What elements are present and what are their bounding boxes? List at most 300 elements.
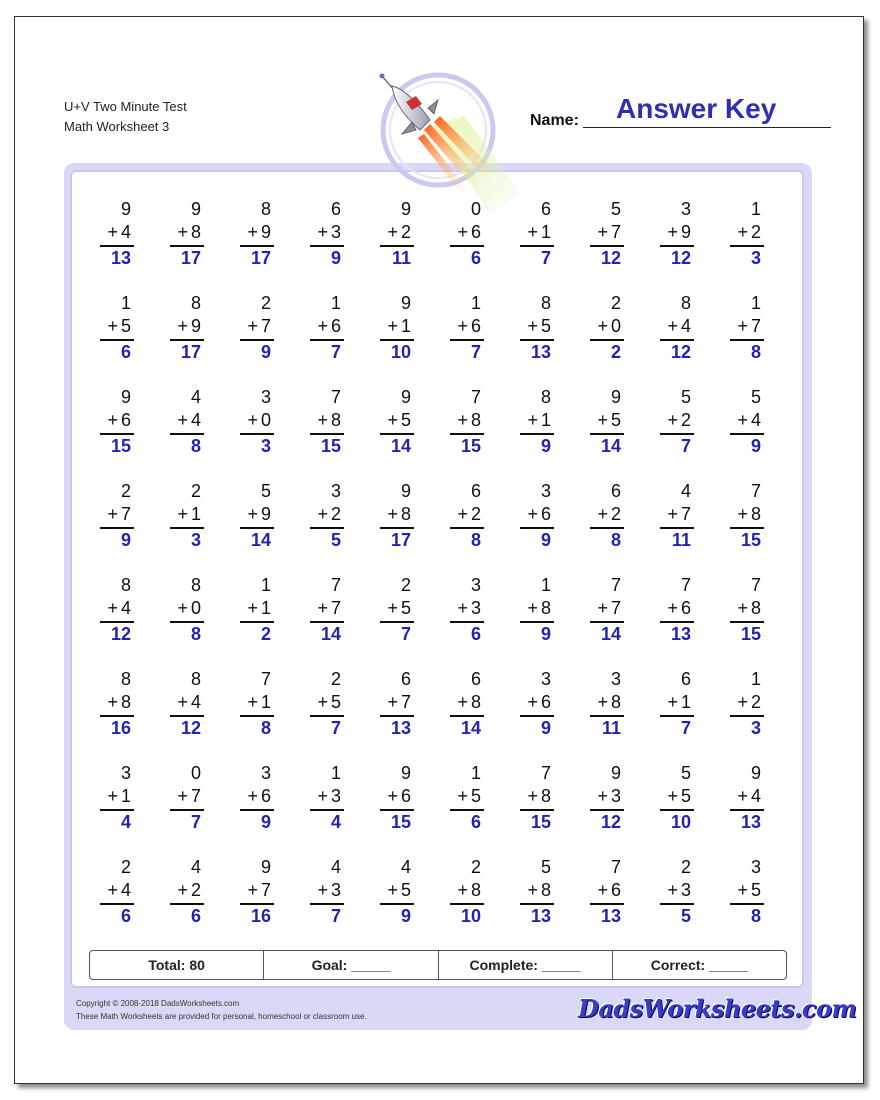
problem-answer: 9 <box>260 342 271 362</box>
problem-bottom-number: 7 <box>260 316 271 336</box>
plus-operator: + <box>597 692 608 712</box>
problem-answer: 2 <box>610 342 621 362</box>
plus-operator: + <box>387 880 398 900</box>
problem-item <box>362 290 432 384</box>
problem-item <box>82 854 152 948</box>
worksheet-title <box>64 97 187 137</box>
problem-bottom-number: 4 <box>190 410 201 430</box>
problem-answer: 10 <box>460 906 481 926</box>
problem-answer: 9 <box>120 530 131 550</box>
problem-item <box>712 290 782 384</box>
problem-item <box>432 760 502 854</box>
problem-bottom-number: 3 <box>680 880 691 900</box>
plus-operator: + <box>247 410 258 430</box>
problem-item <box>292 290 362 384</box>
problem-item <box>222 572 292 666</box>
problem-item <box>572 384 642 478</box>
plus-operator: + <box>667 786 678 806</box>
problem-top-number: 4 <box>400 857 411 877</box>
problem-item <box>222 478 292 572</box>
problem-bottom-number: 2 <box>470 504 481 524</box>
problem-top-number: 0 <box>190 763 201 783</box>
problem-answer: 6 <box>470 248 481 268</box>
plus-operator: + <box>177 504 188 524</box>
problem-answer: 17 <box>250 248 271 268</box>
problem-top-number: 8 <box>260 199 271 219</box>
problem-item <box>642 760 712 854</box>
problem-item <box>642 854 712 948</box>
problem-answer: 14 <box>600 624 621 644</box>
plus-operator: + <box>457 786 468 806</box>
problem-answer: 12 <box>600 812 621 832</box>
problem-answer: 4 <box>330 812 341 832</box>
plus-operator: + <box>527 222 538 242</box>
problem-top-number: 6 <box>400 669 411 689</box>
plus-operator: + <box>667 692 678 712</box>
problem-bottom-number: 9 <box>260 222 271 242</box>
plus-operator: + <box>737 880 748 900</box>
problem-top-number: 2 <box>680 857 691 877</box>
problem-item <box>712 666 782 760</box>
title-line-2: Math Worksheet 3 <box>64 119 170 134</box>
problem-top-number: 9 <box>610 387 621 407</box>
problem-answer: 12 <box>180 718 201 738</box>
problem-answer: 8 <box>470 530 481 550</box>
problem-bottom-number: 6 <box>400 786 411 806</box>
problem-answer: 5 <box>680 906 691 926</box>
problem-bottom-number: 4 <box>120 880 131 900</box>
problem-bottom-number: 8 <box>540 880 551 900</box>
plus-operator: + <box>317 504 328 524</box>
plus-operator: + <box>527 880 538 900</box>
problem-answer: 10 <box>670 812 691 832</box>
problem-bottom-number: 1 <box>260 692 271 712</box>
problem-item <box>572 760 642 854</box>
plus-operator: + <box>317 598 328 618</box>
problem-bottom-number: 3 <box>330 222 341 242</box>
problem-item <box>82 196 152 290</box>
problem-top-number: 1 <box>750 199 761 219</box>
name-label: Name: <box>530 112 579 129</box>
problem-top-number: 9 <box>120 387 131 407</box>
problem-top-number: 3 <box>750 857 761 877</box>
problem-bottom-number: 4 <box>680 316 691 336</box>
problem-top-number: 7 <box>750 575 761 595</box>
problem-bottom-number: 1 <box>120 786 131 806</box>
problem-bottom-number: 5 <box>400 880 411 900</box>
problem-bottom-number: 5 <box>470 786 481 806</box>
problem-bottom-number: 2 <box>750 222 761 242</box>
total-cell: Total: 80 <box>90 951 264 979</box>
plus-operator: + <box>597 410 608 430</box>
problem-answer: 6 <box>470 812 481 832</box>
problem-bottom-number: 4 <box>120 598 131 618</box>
problem-item <box>432 196 502 290</box>
problem-top-number: 0 <box>470 199 481 219</box>
problem-answer: 15 <box>530 812 551 832</box>
problem-item <box>82 572 152 666</box>
problem-answer: 14 <box>320 624 341 644</box>
problem-bottom-number: 8 <box>750 598 761 618</box>
problem-answer: 16 <box>110 718 131 738</box>
problem-item <box>222 760 292 854</box>
problem-top-number: 3 <box>610 669 621 689</box>
problem-top-number: 2 <box>470 857 481 877</box>
problem-bottom-number: 7 <box>680 504 691 524</box>
problem-answer: 6 <box>190 906 201 926</box>
problem-answer: 2 <box>260 624 271 644</box>
problem-answer: 9 <box>540 530 551 550</box>
name-field-line[interactable] <box>583 127 831 128</box>
problem-top-number: 9 <box>750 763 761 783</box>
problem-answer: 9 <box>330 248 341 268</box>
problem-item <box>432 478 502 572</box>
problem-bottom-number: 8 <box>470 880 481 900</box>
problem-item <box>82 384 152 478</box>
plus-operator: + <box>527 692 538 712</box>
plus-operator: + <box>177 316 188 336</box>
problem-top-number: 3 <box>540 481 551 501</box>
problem-bottom-number: 9 <box>190 316 201 336</box>
problem-answer: 12 <box>670 342 691 362</box>
problem-bottom-number: 8 <box>120 692 131 712</box>
problem-item <box>502 290 572 384</box>
problem-top-number: 6 <box>680 669 691 689</box>
problem-top-number: 2 <box>330 669 341 689</box>
plus-operator: + <box>107 692 118 712</box>
problem-bottom-number: 6 <box>470 316 481 336</box>
problem-top-number: 1 <box>470 763 481 783</box>
problem-answer: 15 <box>740 624 761 644</box>
problem-bottom-number: 8 <box>470 410 481 430</box>
plus-operator: + <box>247 222 258 242</box>
problem-top-number: 2 <box>120 481 131 501</box>
problem-answer: 7 <box>330 342 341 362</box>
plus-operator: + <box>247 598 258 618</box>
problem-top-number: 1 <box>750 669 761 689</box>
problem-bottom-number: 7 <box>610 598 621 618</box>
problem-item <box>502 760 572 854</box>
problem-item <box>712 760 782 854</box>
plus-operator: + <box>247 880 258 900</box>
plus-operator: + <box>107 316 118 336</box>
problem-top-number: 5 <box>680 763 691 783</box>
plus-operator: + <box>317 410 328 430</box>
problem-item <box>292 478 362 572</box>
problem-top-number: 6 <box>470 669 481 689</box>
plus-operator: + <box>387 222 398 242</box>
brand-logo[interactable]: DadsWorksheets.com <box>578 994 857 1023</box>
plus-operator: + <box>457 880 468 900</box>
problem-bottom-number: 1 <box>540 410 551 430</box>
plus-operator: + <box>107 222 118 242</box>
problem-item <box>432 666 502 760</box>
problem-top-number: 1 <box>470 293 481 313</box>
problem-top-number: 9 <box>400 293 411 313</box>
plus-operator: + <box>317 880 328 900</box>
problem-bottom-number: 6 <box>540 692 551 712</box>
problem-bottom-number: 8 <box>750 504 761 524</box>
problem-top-number: 9 <box>400 481 411 501</box>
problem-bottom-number: 1 <box>680 692 691 712</box>
plus-operator: + <box>597 786 608 806</box>
plus-operator: + <box>667 410 678 430</box>
problem-bottom-number: 7 <box>260 880 271 900</box>
correct-cell[interactable]: Correct: _____ <box>650 957 749 973</box>
problem-answer: 6 <box>120 342 131 362</box>
problem-answer: 13 <box>670 624 691 644</box>
problem-item <box>502 572 572 666</box>
problem-answer: 6 <box>120 906 131 926</box>
problem-answer: 7 <box>470 342 481 362</box>
problem-bottom-number: 5 <box>750 880 761 900</box>
plus-operator: + <box>527 504 538 524</box>
problem-answer: 9 <box>750 436 761 456</box>
problem-item <box>572 572 642 666</box>
problem-answer: 17 <box>180 342 201 362</box>
problem-answer: 7 <box>330 718 341 738</box>
problem-top-number: 7 <box>470 387 481 407</box>
problem-answer: 14 <box>460 718 481 738</box>
plus-operator: + <box>317 316 328 336</box>
problem-bottom-number: 2 <box>610 504 621 524</box>
plus-operator: + <box>457 692 468 712</box>
problem-item <box>642 478 712 572</box>
plus-operator: + <box>107 786 118 806</box>
problem-answer: 13 <box>390 718 411 738</box>
problem-top-number: 8 <box>190 669 201 689</box>
problem-answer: 13 <box>530 342 551 362</box>
problem-bottom-number: 3 <box>330 786 341 806</box>
problem-item <box>82 290 152 384</box>
problem-item <box>292 666 362 760</box>
problem-top-number: 2 <box>190 481 201 501</box>
plus-operator: + <box>247 786 258 806</box>
plus-operator: + <box>107 410 118 430</box>
problem-answer: 14 <box>600 436 621 456</box>
problem-item <box>502 384 572 478</box>
problem-top-number: 7 <box>330 575 341 595</box>
problem-answer: 15 <box>390 812 411 832</box>
plus-operator: + <box>387 316 398 336</box>
problem-top-number: 2 <box>120 857 131 877</box>
problem-bottom-number: 6 <box>610 880 621 900</box>
problem-top-number: 1 <box>330 763 341 783</box>
plus-operator: + <box>457 222 468 242</box>
problem-bottom-number: 8 <box>400 504 411 524</box>
plus-operator: + <box>737 222 748 242</box>
problem-bottom-number: 9 <box>680 222 691 242</box>
problem-item <box>362 666 432 760</box>
problem-item <box>712 196 782 290</box>
plus-operator: + <box>527 598 538 618</box>
plus-operator: + <box>177 880 188 900</box>
title-line-1: U+V Two Minute Test <box>64 99 187 114</box>
problem-item <box>292 196 362 290</box>
problem-bottom-number: 7 <box>120 504 131 524</box>
plus-operator: + <box>317 222 328 242</box>
plus-operator: + <box>177 410 188 430</box>
problem-answer: 7 <box>400 624 411 644</box>
plus-operator: + <box>247 692 258 712</box>
plus-operator: + <box>177 786 188 806</box>
problem-top-number: 2 <box>260 293 271 313</box>
plus-operator: + <box>597 880 608 900</box>
problem-item <box>222 666 292 760</box>
plus-operator: + <box>387 692 398 712</box>
plus-operator: + <box>387 410 398 430</box>
plus-operator: + <box>597 316 608 336</box>
plus-operator: + <box>457 410 468 430</box>
problem-item <box>642 666 712 760</box>
problem-answer: 6 <box>470 624 481 644</box>
plus-operator: + <box>177 222 188 242</box>
problem-top-number: 7 <box>750 481 761 501</box>
problem-answer: 3 <box>750 248 761 268</box>
problem-top-number: 3 <box>470 575 481 595</box>
problem-item <box>152 290 222 384</box>
problem-answer: 15 <box>460 436 481 456</box>
plus-operator: + <box>737 692 748 712</box>
problem-item <box>292 854 362 948</box>
plus-operator: + <box>387 786 398 806</box>
problem-answer: 7 <box>680 436 691 456</box>
plus-operator: + <box>737 598 748 618</box>
problem-answer: 16 <box>250 906 271 926</box>
problem-item <box>152 760 222 854</box>
plus-operator: + <box>667 222 678 242</box>
problem-answer: 15 <box>740 530 761 550</box>
problem-top-number: 4 <box>190 387 201 407</box>
problem-bottom-number: 6 <box>540 504 551 524</box>
problem-bottom-number: 1 <box>260 598 271 618</box>
complete-cell[interactable]: Complete: _____ <box>439 951 613 979</box>
problem-bottom-number: 7 <box>610 222 621 242</box>
plus-operator: + <box>667 316 678 336</box>
problem-item <box>572 666 642 760</box>
problem-bottom-number: 2 <box>400 222 411 242</box>
problem-top-number: 4 <box>330 857 341 877</box>
problem-top-number: 9 <box>120 199 131 219</box>
problem-top-number: 2 <box>400 575 411 595</box>
problem-item <box>222 384 292 478</box>
problem-bottom-number: 2 <box>750 692 761 712</box>
score-table <box>89 950 787 980</box>
problem-bottom-number: 4 <box>120 222 131 242</box>
problem-bottom-number: 4 <box>750 410 761 430</box>
problem-top-number: 8 <box>120 575 131 595</box>
problem-answer: 10 <box>390 342 411 362</box>
problem-top-number: 4 <box>680 481 691 501</box>
problem-bottom-number: 1 <box>400 316 411 336</box>
problem-top-number: 1 <box>330 293 341 313</box>
problem-top-number: 6 <box>610 481 621 501</box>
problem-item <box>712 572 782 666</box>
problem-answer: 17 <box>390 530 411 550</box>
problem-item <box>222 290 292 384</box>
problem-top-number: 8 <box>540 387 551 407</box>
problem-top-number: 3 <box>680 199 691 219</box>
problem-answer: 11 <box>391 248 411 268</box>
problem-bottom-number: 5 <box>540 316 551 336</box>
problem-bottom-number: 3 <box>610 786 621 806</box>
problem-answer: 15 <box>110 436 131 456</box>
problem-top-number: 9 <box>260 857 271 877</box>
problem-top-number: 5 <box>680 387 691 407</box>
problem-item <box>152 384 222 478</box>
problem-top-number: 8 <box>680 293 691 313</box>
problem-top-number: 7 <box>610 857 621 877</box>
problem-bottom-number: 0 <box>260 410 271 430</box>
problem-item <box>152 572 222 666</box>
problem-bottom-number: 8 <box>540 786 551 806</box>
problem-bottom-number: 5 <box>400 410 411 430</box>
plus-operator: + <box>317 692 328 712</box>
problem-bottom-number: 6 <box>120 410 131 430</box>
problem-bottom-number: 6 <box>680 598 691 618</box>
problem-answer: 5 <box>330 530 341 550</box>
problem-item <box>502 854 572 948</box>
problem-answer: 7 <box>330 906 341 926</box>
problem-bottom-number: 7 <box>400 692 411 712</box>
problem-answer: 8 <box>750 906 761 926</box>
problem-top-number: 3 <box>260 387 271 407</box>
plus-operator: + <box>597 222 608 242</box>
problem-item <box>502 478 572 572</box>
problem-answer: 8 <box>750 342 761 362</box>
problem-bottom-number: 3 <box>470 598 481 618</box>
problem-top-number: 5 <box>750 387 761 407</box>
problem-answer: 12 <box>600 248 621 268</box>
plus-operator: + <box>107 880 118 900</box>
problem-item <box>502 196 572 290</box>
problem-top-number: 3 <box>330 481 341 501</box>
plus-operator: + <box>457 316 468 336</box>
problem-top-number: 2 <box>610 293 621 313</box>
problem-bottom-number: 6 <box>470 222 481 242</box>
problem-bottom-number: 8 <box>540 598 551 618</box>
problem-top-number: 6 <box>470 481 481 501</box>
problem-bottom-number: 5 <box>400 598 411 618</box>
problem-bottom-number: 8 <box>330 410 341 430</box>
problem-item <box>292 572 362 666</box>
problem-item <box>362 854 432 948</box>
problem-answer: 11 <box>601 718 621 738</box>
problem-item <box>432 572 502 666</box>
problem-top-number: 3 <box>120 763 131 783</box>
plus-operator: + <box>527 410 538 430</box>
problem-bottom-number: 9 <box>260 504 271 524</box>
problem-item <box>152 196 222 290</box>
problem-top-number: 7 <box>330 387 341 407</box>
problem-item <box>572 196 642 290</box>
problem-item <box>572 854 642 948</box>
problem-top-number: 4 <box>190 857 201 877</box>
problem-answer: 7 <box>540 248 551 268</box>
copyright-line-1: Copyright © 2008-2018 DadsWorksheets.com <box>76 999 240 1008</box>
problem-answer: 14 <box>250 530 271 550</box>
problem-bottom-number: 7 <box>750 316 761 336</box>
problem-top-number: 1 <box>120 293 131 313</box>
plus-operator: + <box>667 880 678 900</box>
problem-answer: 12 <box>110 624 131 644</box>
problem-item <box>222 196 292 290</box>
problem-top-number: 9 <box>190 199 201 219</box>
problem-top-number: 7 <box>680 575 691 595</box>
problem-answer: 13 <box>740 812 761 832</box>
problem-item <box>712 478 782 572</box>
goal-cell[interactable]: Goal: _____ <box>264 951 438 979</box>
